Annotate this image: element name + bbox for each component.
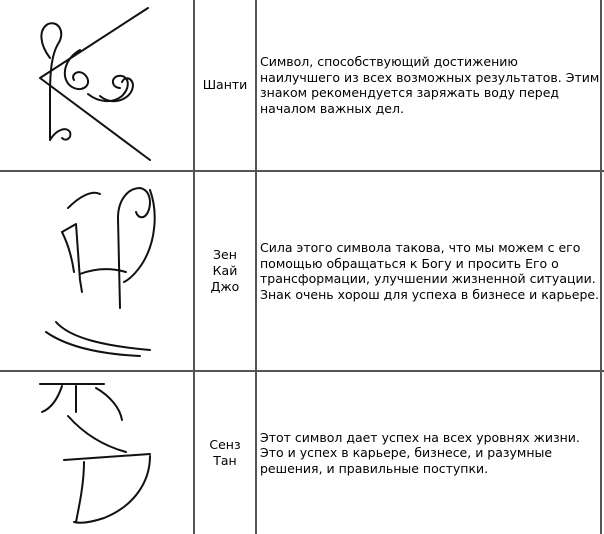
symbol-description-zen-kai-jo (260, 172, 600, 370)
column-divider (255, 0, 257, 534)
column-divider (600, 0, 602, 534)
name-line: Тан (213, 453, 237, 468)
symbol-name-shanti (195, 0, 255, 170)
name-line: Зен (213, 247, 237, 262)
name-line: Сенз (209, 437, 241, 452)
symbol-name-senz-tan (195, 372, 255, 534)
shanti-symbol-icon (0, 0, 193, 170)
zen-kai-jo-symbol-icon (0, 172, 193, 370)
symbol-description-shanti (260, 0, 600, 170)
senz-tan-symbol-icon (0, 372, 193, 534)
symbol-name-zen-kai-jo (195, 172, 255, 370)
description-text: Этот символ дает успех на всех уровнях жизни. Это и успех в карьере, бизнесе, и разумные решения, и правильные поступки. (260, 429, 580, 476)
name-line: Кай (212, 263, 238, 278)
description-text: Сила этого символа такова, что мы можем с его помощью обращаться к Богу и просить Его о трансформации, улучшении жизненной ситуации. Знак очень хорош для успеха в бизнесе и карьере. (260, 240, 600, 302)
name-line: Шанти (202, 77, 248, 92)
symbol-description-senz-tan (260, 372, 600, 534)
description-text: Символ, способствующий достижению наилучшего из всех возможных результатов. Этим знаком рекомендуется заряжать воду перед началом важных дел. (260, 54, 600, 116)
name-line: Джо (210, 279, 240, 294)
